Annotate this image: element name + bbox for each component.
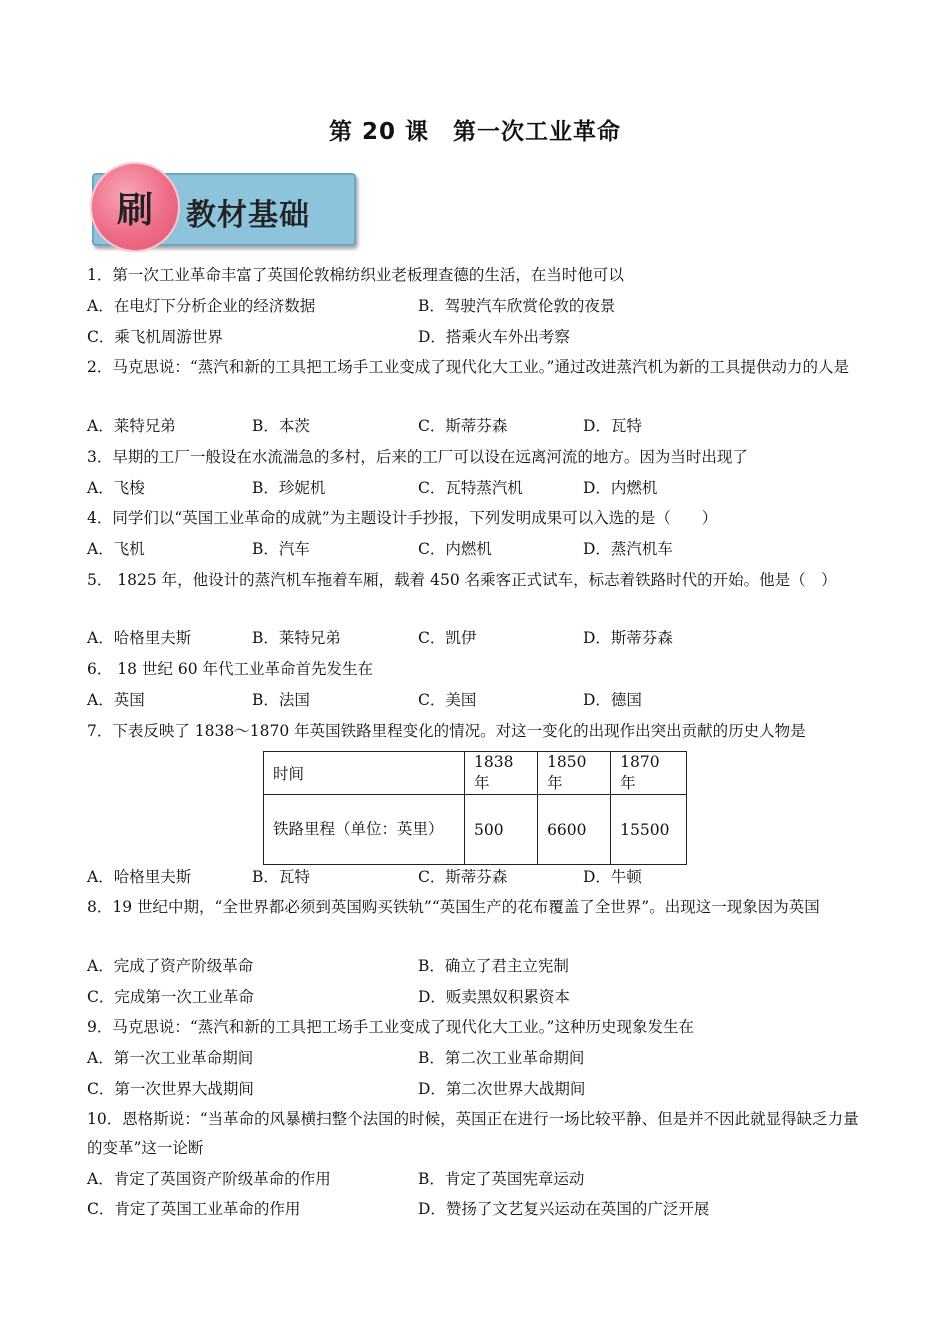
- option: A．莱特兄弟: [87, 417, 176, 435]
- option: A．第一次工业革命期间: [87, 1049, 254, 1067]
- table-row: [264, 752, 687, 795]
- question-stem: 1．第一次工业革命丰富了英国伦敦棉纺织业老板理查德的生活，在当时他可以: [87, 266, 624, 284]
- option: C．美国: [418, 691, 477, 709]
- option: C．第一次世界大战期间: [87, 1080, 254, 1098]
- question-stem: 3．早期的工厂一般设在水流湍急的多村，后来的工厂可以设在远离河流的地方。因为当时出现了: [87, 448, 748, 466]
- option: B．驾驶汽车欣赏伦敦的夜景: [418, 297, 616, 315]
- option: A．飞机: [87, 540, 145, 558]
- table-cell: 时间: [264, 752, 465, 795]
- table-cell: 500: [465, 795, 538, 865]
- option: B．第二次工业革命期间: [418, 1049, 585, 1067]
- section-banner: [88, 162, 356, 246]
- option: A．哈格里夫斯: [87, 629, 192, 647]
- table-cell: 6600: [538, 795, 611, 865]
- question-stem: 10．恩格斯说：“当革命的风暴横扫整个法国的时候，英国正在进行一场比较平静、但是并不因此就显得缺乏力量的变革”这一论断: [87, 1110, 859, 1157]
- option: D．斯蒂芬森: [583, 629, 673, 647]
- option: C．瓦特蒸汽机: [418, 479, 523, 497]
- question-stem: 5． 1825 年，他设计的蒸汽机车拖着车厢，载着 450 名乘客正式试车，标志着铁路时代的开始。他是（ ）: [87, 571, 837, 589]
- table-cell: 1870 年: [611, 752, 687, 795]
- option: D．德国: [583, 691, 642, 709]
- page-title: 第 20 课 第一次工业革命: [328, 119, 622, 145]
- table-cell: 15500: [611, 795, 687, 865]
- option: B．莱特兄弟: [252, 629, 341, 647]
- table-cell: 1850 年: [538, 752, 611, 795]
- option: C．内燃机: [418, 540, 492, 558]
- option: B．珍妮机: [252, 479, 326, 497]
- option: A．英国: [87, 691, 145, 709]
- option: C．凯伊: [418, 629, 477, 647]
- option: D．搭乘火车外出考察: [418, 328, 570, 346]
- option: B．肯定了英国宪章运动: [418, 1170, 585, 1188]
- question-stem: 8．19 世纪中期，“全世界都必须到英国购买铁轨”“英国生产的花布覆盖了全世界”。出现这一现象因为英国: [87, 898, 820, 916]
- option: B．本茨: [252, 417, 310, 435]
- option: C．完成第一次工业革命: [87, 988, 254, 1006]
- railway-table: [263, 751, 687, 865]
- option: B．汽车: [252, 540, 310, 558]
- table-cell: 1838 年: [465, 752, 538, 795]
- banner-badge: [90, 162, 180, 252]
- table-cell: 铁路里程（单位：英里）: [264, 795, 465, 865]
- option: C．斯蒂芬森: [418, 417, 508, 435]
- option: A．肯定了英国资产阶级革命的作用: [87, 1170, 331, 1188]
- option: C．斯蒂芬森: [418, 868, 508, 886]
- option: B．确立了君主立宪制: [418, 957, 569, 975]
- question-stem: 4．同学们以“英国工业革命的成就”为主题设计手抄报，下列发明成果可以入选的是（ ）: [87, 509, 718, 527]
- table-row: [264, 795, 687, 865]
- option: D．瓦特: [583, 417, 642, 435]
- option: B．瓦特: [252, 868, 310, 886]
- option: D．贩卖黑奴积累资本: [418, 988, 570, 1006]
- question-stem: 6． 18 世纪 60 年代工业革命首先发生在: [87, 660, 374, 678]
- option: A．飞梭: [87, 479, 145, 497]
- option: D．牛顿: [583, 868, 642, 886]
- option: C．乘飞机周游世界: [87, 328, 223, 346]
- option: D．内燃机: [583, 479, 658, 497]
- option: D．第二次世界大战期间: [418, 1080, 586, 1098]
- question-stem: 7．下表反映了 1838～1870 年英国铁路里程变化的情况。对这一变化的出现作出突出贡献的历史人物是: [87, 722, 806, 740]
- question-stem: 2．马克思说：“蒸汽和新的工具把工场手工业变成了现代化大工业。”通过改进蒸汽机为新的工具提供动力的人是: [87, 358, 849, 376]
- banner-badge-char: 刷: [116, 189, 153, 231]
- question-stem: 9．马克思说：“蒸汽和新的工具把工场手工业变成了现代化大工业。”这种历史现象发生在: [87, 1018, 694, 1036]
- option: A．哈格里夫斯: [87, 868, 192, 886]
- option: D．赞扬了文艺复兴运动在英国的广泛开展: [418, 1200, 710, 1218]
- option: A．在电灯下分析企业的经济数据: [87, 297, 316, 315]
- option: D．蒸汽机车: [583, 540, 673, 558]
- option: C．肯定了英国工业革命的作用: [87, 1200, 301, 1218]
- option: A．完成了资产阶级革命: [87, 957, 254, 975]
- banner-label: 教材基础: [186, 198, 310, 233]
- option: B．法国: [252, 691, 310, 709]
